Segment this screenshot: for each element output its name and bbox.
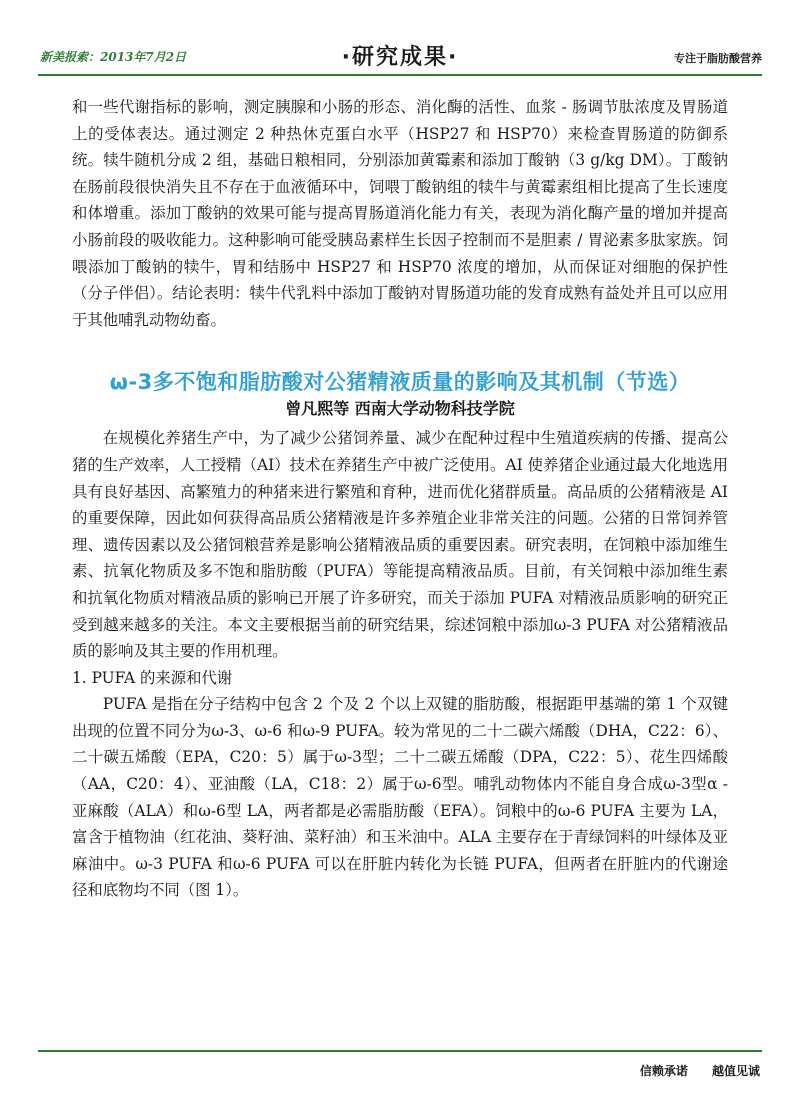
article-author: 曾凡熙等 西南大学动物科技学院 [285,399,515,419]
footer-divider [38,1050,762,1052]
header-slogan: 专注于脂肪酸营养 [674,52,762,65]
header-divider [38,74,762,76]
footer-slogan: 信赖承诺 越值见诚 [639,1064,760,1078]
intro-paragraph: 和一些代谢指标的影响，测定胰腺和小肠的形态、消化酶的活性、血浆 - 肠调节肽浓度及胃肠道上的受体表达。通过测定 2 种热休克蛋白水平（HSP27 和 HSP70）来检查胃肠道的防御系统。犊牛随机分成 2 组，基础日粮相同，分别添加黄霉素和添加丁酸钠（3 g/kg DM）。丁酸钠在肠前段很快消失且不存在于血液循环中，饲喂丁酸钠组的犊牛与黄霉素组相比提高了生长速度和体增重。添加丁酸钠的效果可能与提高胃肠道消化能力有关，表现为消化酶产量的增加并提高小肠前段的吸收能力。这种影响可能受胰岛素样生长因子控制而不是胆素 / 胃泌素多肽家族。饲喂添加丁酸钠的犊牛，胃和结肠中 HSP27 和 HSP70 浓度的增加，从而保证对细胞的保护性（分子伴侣）。结论表明：犊牛代乳料中添加丁酸钠对胃肠道功能的发育成熟有益处并且可以应用于其他哺乳动物幼畜。 [72,98,728,329]
article-title: ω-3多不饱和脂肪酸对公猪精液质量的影响及其机制（节选） [109,370,691,395]
page-header [0,0,800,80]
issue-date: 新美报索：2013年7月2日 [40,50,187,64]
section-title: ·研究成果· [341,45,459,70]
section-heading-1: 1. PUFA 的来源和代谢 [72,668,233,687]
article-paragraph-1: 在规模化养猪生产中，为了减少公猪饲养量、减少在配种过程中生殖道疾病的传播、提高公猪的生产效率，人工授精（AI）技术在养猪生产中被广泛使用。AI 使养猪企业通过最大化地选用具有良好基因、高繁殖力的种猪来进行繁殖和育种，进而优化猪群质量。高品质的公猪精液是 AI 的重要保障，因此如何获得高品质公猪精液是许多养殖企业非常关注的问题。公猪的日常饲养管理、遗传因素以及公猪饲粮营养是影响公猪精液品质的重要因素。研究表明，在饲粮中添加维生素、抗氧化物质及多不饱和脂肪酸（PUFA）等能提高精液品质。目前，有关饲粮中添加维生素和抗氧化物质对精液品质的影响已开展了许多研究，而关于添加 PUFA 对精液品质影响的研究正受到越来越多的关注。本文主要根据当前的研究结果，综述饲粮中添加ω-3 PUFA 对公猪精液品质的影响及其主要的作用机理。 [72,429,728,661]
article-paragraph-2: PUFA 是指在分子结构中包含 2 个及 2 个以上双键的脂肪酸，根据距甲基端的第 1 个双键出现的位置不同分为ω-3、ω-6 和ω-9 PUFA。较为常见的二十二碳六烯酸（DHA，C22：6）、二十碳五烯酸（EPA，C20：5）属于ω-3型；二十二碳五烯酸（DPA，C22：5）、花生四烯酸（AA，C20：4）、亚油酸（LA，C18：2）属于ω-6型。哺乳动物体内不能自身合成ω-3型α - 亚麻酸（ALA）和ω-6型 LA，两者都是必需脂肪酸（EFA）。饲粮中的ω-6 PUFA 主要为 LA，富含于植物油（红花油、葵籽油、菜籽油）和玉米油中。ALA 主要存在于青绿饲料的叶绿体及亚麻油中。ω-3 PUFA 和ω-6 PUFA 可以在肝脏内转化为长链 PUFA，但两者在肝脏内的代谢途径和底物均不同（图 1）。 [72,695,728,900]
page-content [72,94,728,904]
